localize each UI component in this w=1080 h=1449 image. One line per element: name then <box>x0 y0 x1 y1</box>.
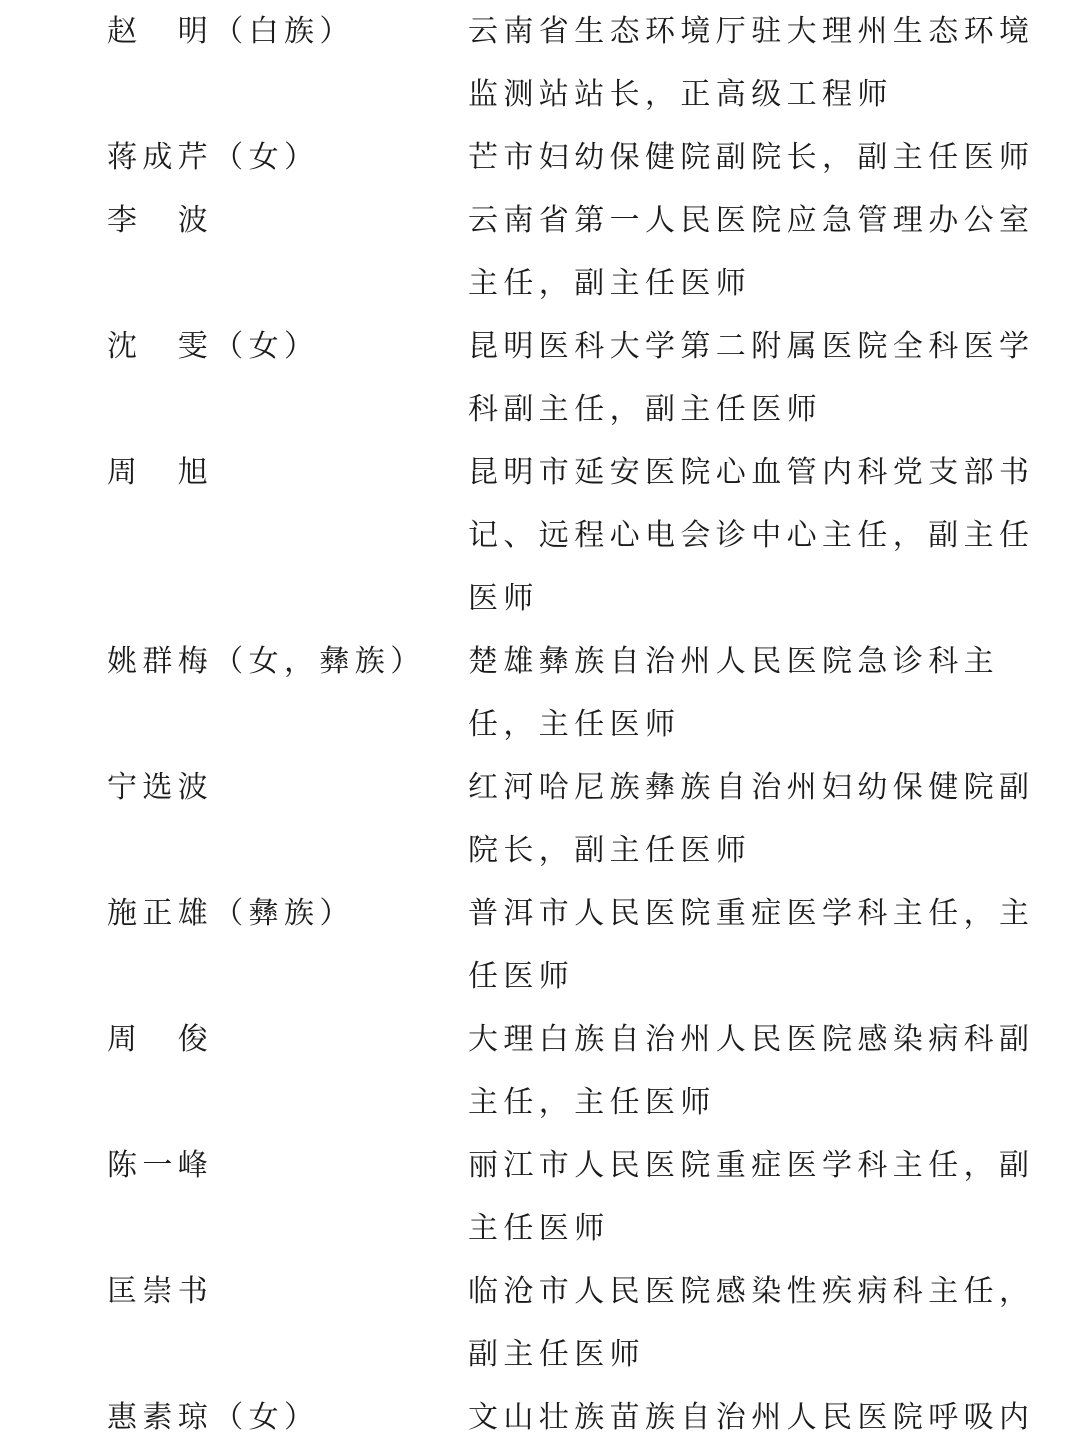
roster-entry <box>107 126 1040 189</box>
person-title: 普洱市人民医院重症医学科主任，主任医师 <box>468 897 1035 993</box>
roster-entry <box>107 189 1040 315</box>
roster-entry <box>107 1134 1040 1260</box>
person-title: 临沧市人民医院感染性疾病科主任，副主任医师 <box>468 1275 1035 1371</box>
person-title: 楚雄彝族自治州人民医院急诊科主任，主任医师 <box>468 645 999 741</box>
person-title: 大理白族自治州人民医院感染病科副主任，主任医师 <box>468 1023 1035 1119</box>
roster-entry <box>107 0 1040 126</box>
person-name: 宁选波 <box>107 771 214 804</box>
roster-entry <box>107 756 1040 882</box>
person-title: 昆明医科大学第二附属医院全科医学科副主任，副主任医师 <box>468 330 1035 426</box>
person-title: 文山壮族苗族自治州人民医院呼吸内 <box>468 1401 1035 1434</box>
roster-list <box>107 0 1040 1449</box>
person-name: 蒋成芹（女） <box>107 141 320 174</box>
person-title: 芒市妇幼保健院副院长，副主任医师 <box>468 141 1035 174</box>
person-name: 赵 明（白族） <box>107 15 355 48</box>
person-name: 沈 雯（女） <box>107 330 320 363</box>
roster-entry <box>107 1008 1040 1134</box>
person-name: 李 波 <box>107 204 214 237</box>
roster-entry <box>107 315 1040 441</box>
roster-entry <box>107 882 1040 1008</box>
person-title: 丽江市人民医院重症医学科主任，副主任医师 <box>468 1149 1035 1245</box>
person-title: 云南省第一人民医院应急管理办公室主任，副主任医师 <box>468 204 1035 300</box>
person-name: 姚群梅（女，彝族） <box>107 645 426 678</box>
person-name: 惠素琼（女） <box>107 1401 320 1434</box>
person-name: 周 俊 <box>107 1023 214 1056</box>
roster-entry <box>107 1386 1040 1449</box>
person-name: 匡崇书 <box>107 1275 214 1308</box>
roster-entry <box>107 630 1040 756</box>
person-title: 昆明市延安医院心血管内科党支部书记、远程心电会诊中心主任，副主任医师 <box>468 456 1035 615</box>
roster-entry <box>107 1260 1040 1386</box>
person-name: 周 旭 <box>107 456 214 489</box>
person-title: 云南省生态环境厅驻大理州生态环境监测站站长，正高级工程师 <box>468 15 1035 111</box>
person-name: 施正雄（彝族） <box>107 897 355 930</box>
person-title: 红河哈尼族彝族自治州妇幼保健院副院长，副主任医师 <box>468 771 1035 867</box>
roster-entry <box>107 441 1040 630</box>
person-name: 陈一峰 <box>107 1149 214 1182</box>
